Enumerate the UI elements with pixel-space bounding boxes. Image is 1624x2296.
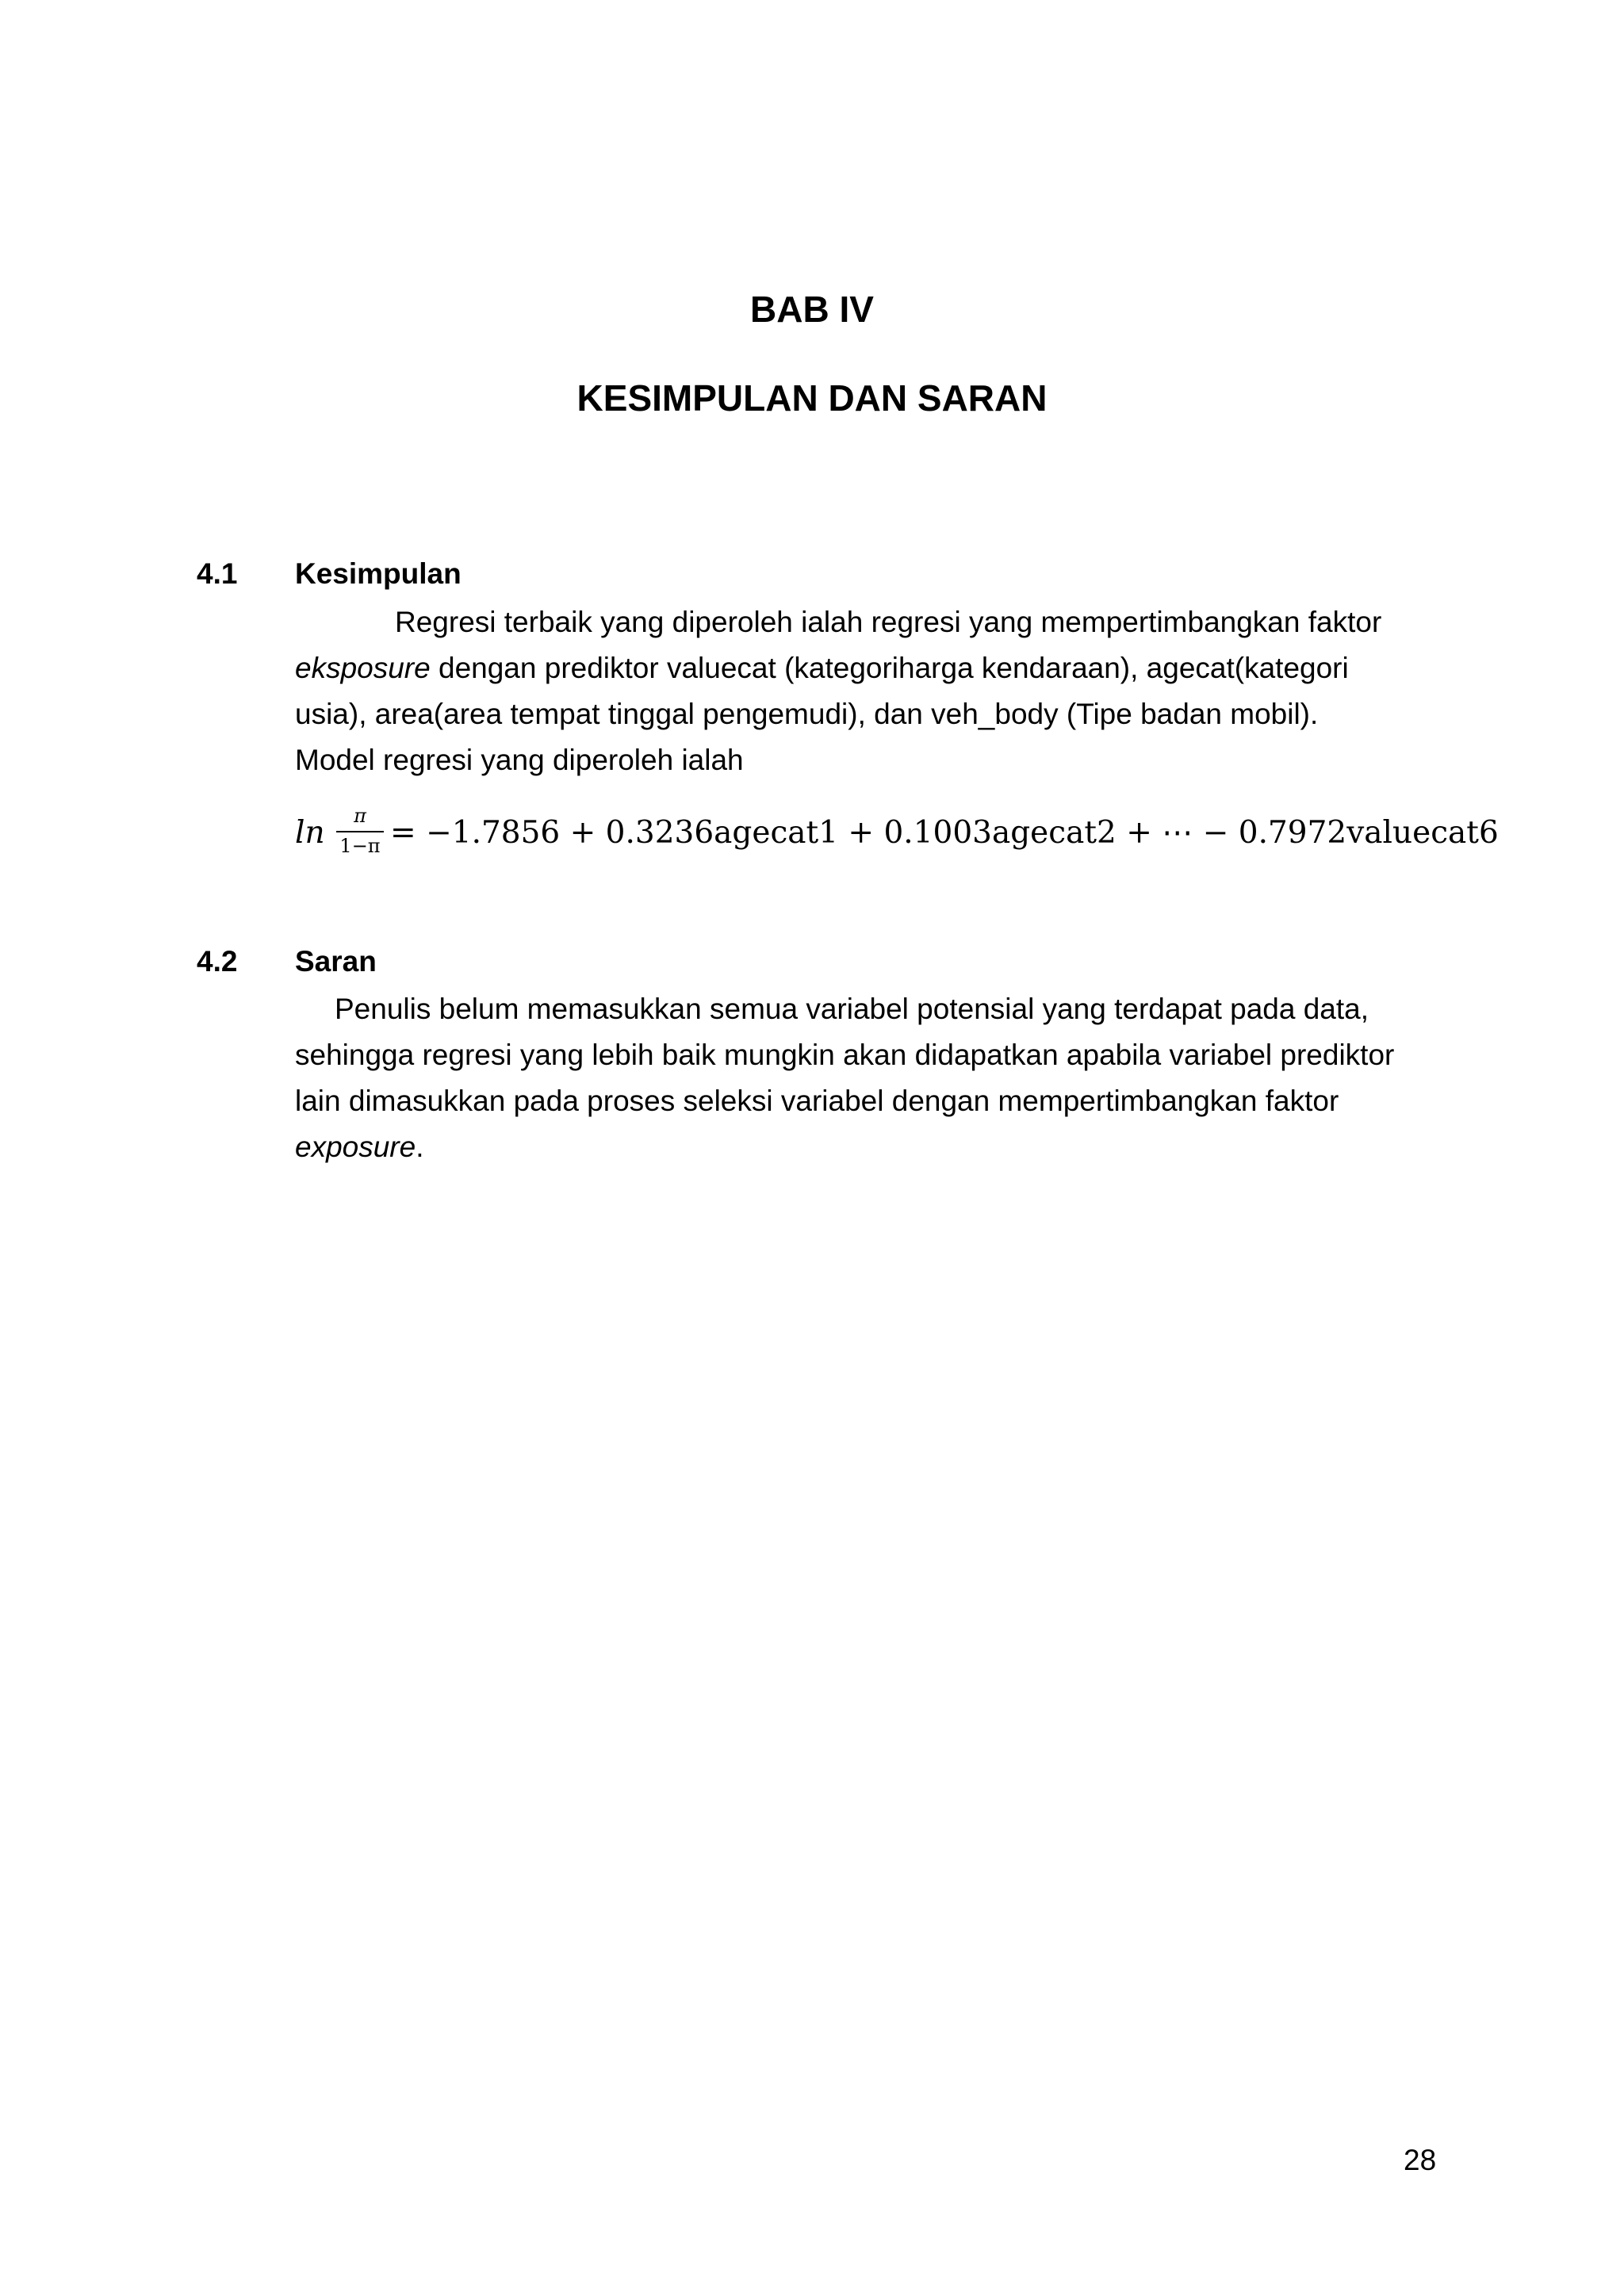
italic-term: eksposure <box>295 652 431 684</box>
chapter-label: BAB IV <box>750 289 874 330</box>
section-title: Kesimpulan <box>295 557 462 590</box>
fraction-denominator: 1−π <box>339 835 381 857</box>
paragraph-line: Model regresi yang diperoleh ialah <box>295 744 744 776</box>
conclusion-paragraph <box>295 599 1429 783</box>
page-number: 28 <box>1404 2144 1437 2176</box>
paragraph-line: sehingga regresi yang lebih baik mungkin akan didapatkan apabila variabel prediktor <box>295 1039 1395 1071</box>
suggestion-paragraph <box>295 986 1429 1170</box>
paragraph-line: usia), area(area tempat tinggal pengemudi), dan veh_body (Tipe badan mobil). <box>295 698 1319 730</box>
section-title: Saran <box>295 945 377 978</box>
paragraph-line: lain dimasukkan pada proses seleksi variabel dengan mempertimbangkan faktor <box>295 1085 1339 1117</box>
paragraph-line <box>295 1124 1429 1170</box>
chapter-title: KESIMPULAN DAN SARAN <box>576 377 1048 419</box>
section-number: 4.2 <box>197 945 238 978</box>
formula-rhs: = −1.7856 + 0.3236agecat1 + 0.1003agecat2 + ⋯ − 0.7972valuecat6 <box>390 815 1499 851</box>
formula-fraction <box>333 802 387 859</box>
line-text: . <box>416 1131 424 1163</box>
section-number: 4.1 <box>197 557 238 590</box>
formula-ln: ln <box>295 815 325 851</box>
line-text: dengan prediktor valuecat (kategoriharga kendaraan), agecat(kategori <box>430 652 1349 684</box>
paragraph-line: Regresi terbaik yang diperoleh ialah regresi yang mempertimbangkan faktor <box>395 606 1382 638</box>
paragraph-line <box>295 645 1429 691</box>
paragraph-line: Penulis belum memasukkan semua variabel potensial yang terdapat pada data, <box>335 993 1369 1025</box>
italic-term: exposure <box>295 1131 416 1163</box>
fraction-numerator: π <box>354 805 366 827</box>
